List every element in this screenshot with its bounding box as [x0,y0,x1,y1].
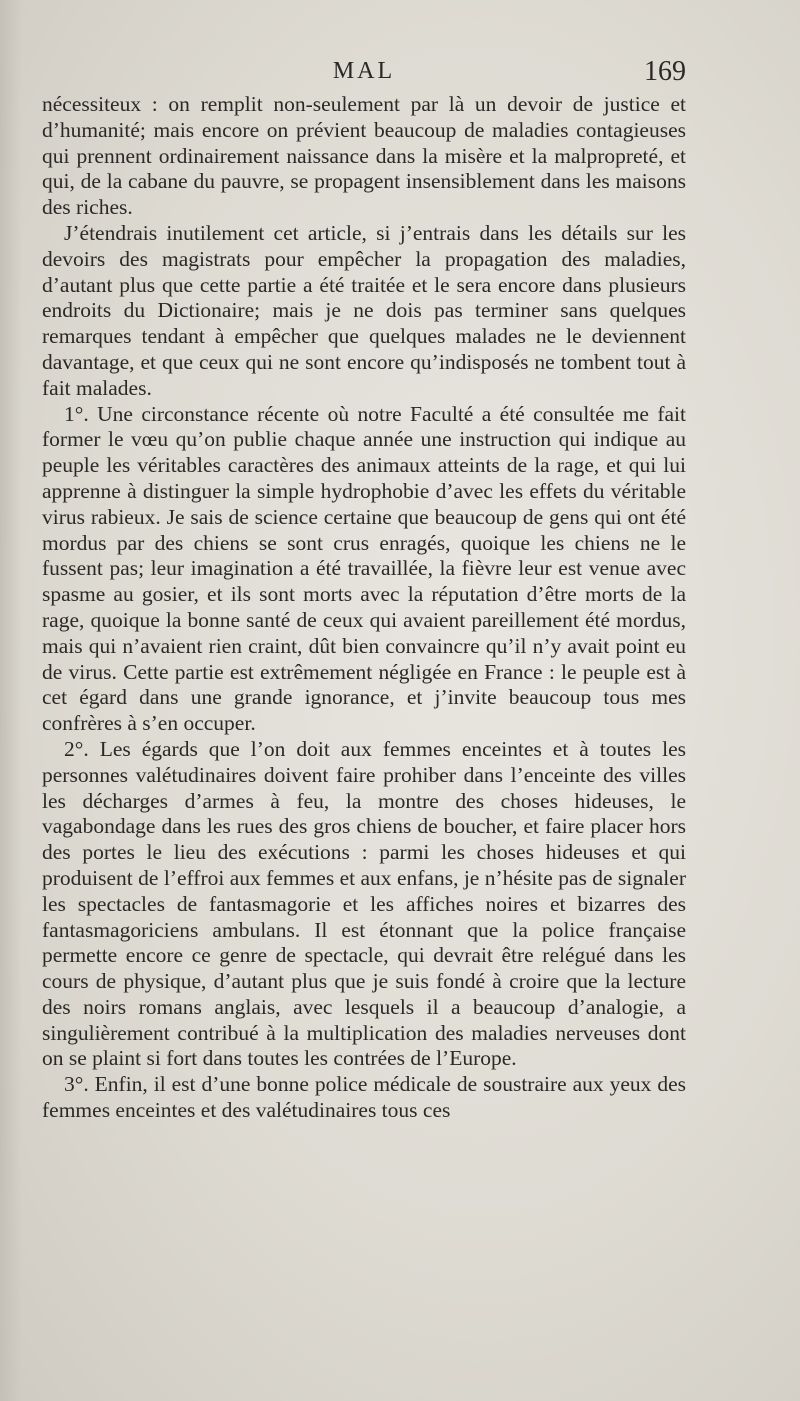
paragraph-rabies: 1°. Une circonstance récente où notre Faculté a été consultée me fait former le vœu qu’on publie chaque année une instruction qui indique au peuple les véritables caractères des animaux atteints de la rage, et qui lui apprenne à distinguer la simple hydrophobie d’avec les effets du véritable virus rabieux. Je sais de science certaine que beaucoup de gens qui ont été mordus par des chiens se sont crus enragés, quoique les chiens ne le fussent pas; leur imagination a été travaillée, la fièvre leur est venue avec spasme au gosier, et ils sont morts avec la réputation d’être morts de la rage, quoique la bonne santé de ceux qui avaient pareillement été mordus, mais qui n’avaient rien craint, dût bien convaincre qu’il n’y avait point eu de virus. Cette partie est extrêmement négligée en France : le peuple est à cet égard dans une grande ignorance, et j’invite beaucoup tous mes confrères à s’en occuper. [42,401,686,736]
paragraph-pregnant-women: 2°. Les égards que l’on doit aux femmes enceintes et à toutes les personnes valétudinaires doivent faire prohiber dans l’enceinte des villes les décharges d’armes à feu, la montre des choses hideuses, le vagabondage dans les rues des gros chiens de boucher, et faire placer hors des portes le lieu des exécutions : parmi les choses hideuses et qui produisent de l’effroi aux femmes et aux enfans, je n’hésite pas de signaler les spectacles de fantasmagorie et les affiches noires et bizarres des fantasmagoriciens ambulans. Il est étonnant que la police française permette encore ce genre de spectacle, qui devrait être relégué dans les cours de physique, d’autant plus que je suis fondé à croire que la lecture des noirs romans anglais, avec lesquels il a beaucoup d’analogie, a singulièrement contribué à la multiplication des maladies nerveuses dont on se plaint si fort dans toutes les contrées de l’Europe. [42,736,686,1071]
gutter-shadow [0,0,22,1401]
body-text [42,92,686,1124]
paragraph-magistrates: J’étendrais inutilement cet article, si j’entrais dans les détails sur les devoirs des magistrats pour empêcher la propagation des maladies, d’autant plus que cette partie a été traitée et le sera encore dans plusieurs endroits du Dictionaire; mais je ne dois pas terminer sans quelques remarques tendant à empêcher que quelques malades ne le deviennent davantage, et que ceux qui ne sont encore qu’indisposés ne tombent tout à fait malades. [42,220,686,400]
page-number: 169 [644,56,686,87]
paragraph-continuation: nécessiteux : on remplit non-seulement par là un devoir de justice et d’humanité; mais encore on prévient beaucoup de maladies contagieuses qui prennent ordinairement naissance dans la misère et la malpropreté, et qui, de la cabane du pauvre, se propagent insensiblement dans les maisons des riches. [42,92,686,220]
running-head: MAL [332,58,396,84]
page-header [42,58,686,94]
paragraph-medical-police: 3°. Enfin, il est d’une bonne police médicale de soustraire aux yeux des femmes enceintes et des valétudinaires tous ces [42,1072,686,1123]
